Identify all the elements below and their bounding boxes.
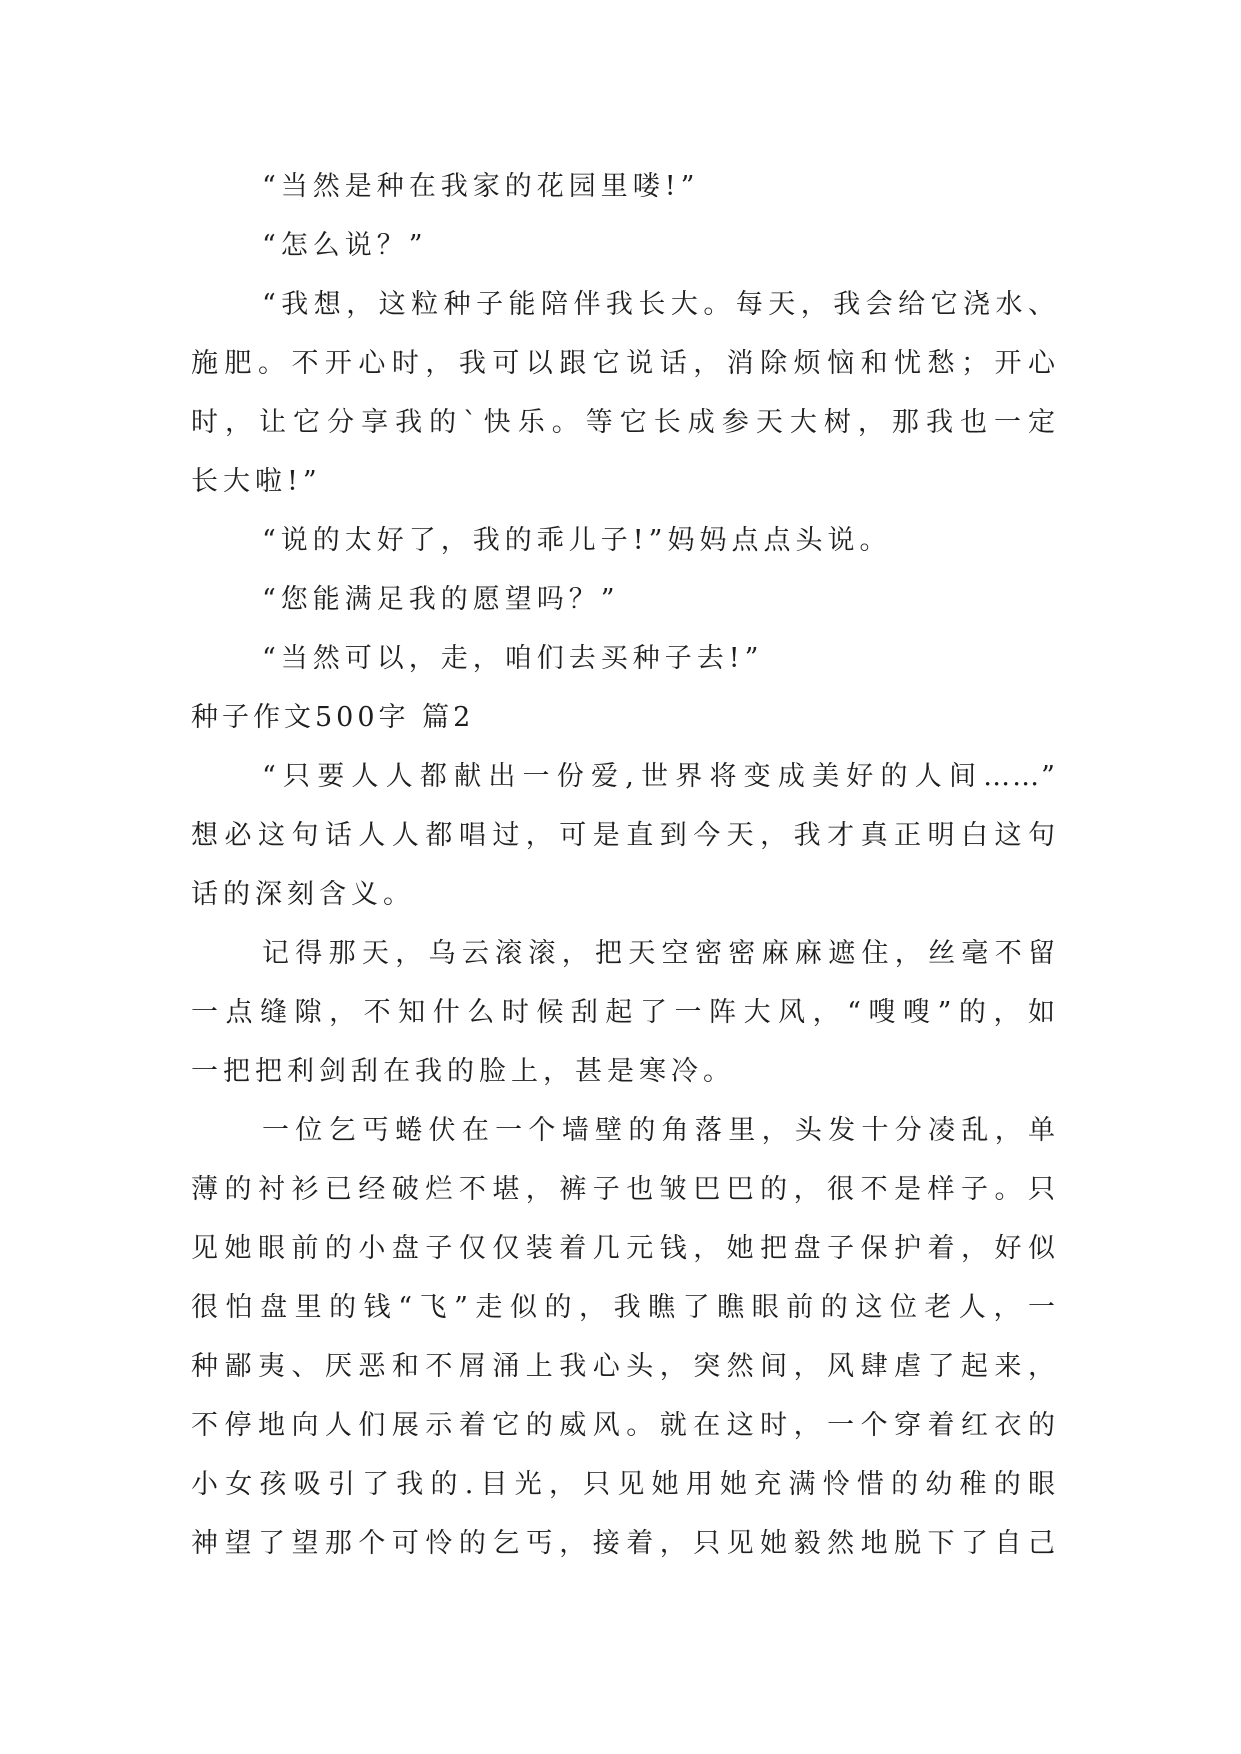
text-line: 小女孩吸引了我的.目光，只见她用她充满怜惜的幼稚的眼 [191,1469,1057,1500]
text-line: 施肥。不开心时，我可以跟它说话，消除烦恼和忧愁；开心 [191,348,1057,379]
text-line: 时，让它分享我的`快乐。等它长成参天大树，那我也一定 [191,407,1057,438]
text-line: 记得那天，乌云滚滚，把天空密密麻麻遮住，丝毫不留 [262,938,1057,969]
document-page [191,157,1057,1573]
paragraph [191,747,1057,924]
text-line: 见她眼前的小盘子仅仅装着几元钱，她把盘子保护着，好似 [191,1233,1057,1264]
text-line: “只要人人都献出一份爱,世界将变成美好的人间……” [262,761,1057,792]
text-line: 想必这句话人人都唱过，可是直到今天，我才真正明白这句 [191,820,1057,851]
text-line: “怎么说？” [262,230,428,261]
text-line: “当然是种在我家的花园里喽!” [262,171,700,202]
text-line: 话的深刻含义。 [191,879,415,910]
text-line: “您能满足我的愿望吗？” [262,584,620,615]
text-line: 种鄙夷、厌恶和不屑涌上我心头，突然间，风肆虐了起来， [191,1351,1057,1382]
text-line: 神望了望那个可怜的乞丐，接着，只见她毅然地脱下了自己 [191,1528,1057,1559]
text-line: 一位乞丐蜷伏在一个墙壁的角落里，头发十分凌乱，单 [262,1115,1057,1146]
paragraph [191,629,1057,688]
text-line: 一点缝隙，不知什么时候刮起了一阵大风，“嗖嗖”的，如 [191,997,1057,1028]
paragraph [191,216,1057,275]
text-line: “说的太好了，我的乖儿子!”妈妈点点头说。 [262,525,892,556]
section-heading: 种子作文500字 篇2 [191,702,475,733]
text-line: 一把把利剑刮在我的脸上，甚是寒冷。 [191,1056,735,1087]
paragraph [191,570,1057,629]
text-line: “我想，这粒种子能陪伴我长大。每天，我会给它浇水、 [262,289,1057,320]
text-line: 不停地向人们展示着它的威风。就在这时，一个穿着红衣的 [191,1410,1057,1441]
text-line: 薄的衬衫已经破烂不堪，裤子也皱巴巴的，很不是样子。只 [191,1174,1057,1205]
paragraph [191,275,1057,511]
paragraph [191,924,1057,1101]
paragraph [191,511,1057,570]
paragraph [191,157,1057,216]
text-line: 长大啦!” [191,466,322,497]
text-line: 很怕盘里的钱“飞”走似的，我瞧了瞧眼前的这位老人，一 [191,1292,1057,1323]
paragraph [191,1101,1057,1573]
text-line: “当然可以，走，咱们去买种子去!” [262,643,764,674]
